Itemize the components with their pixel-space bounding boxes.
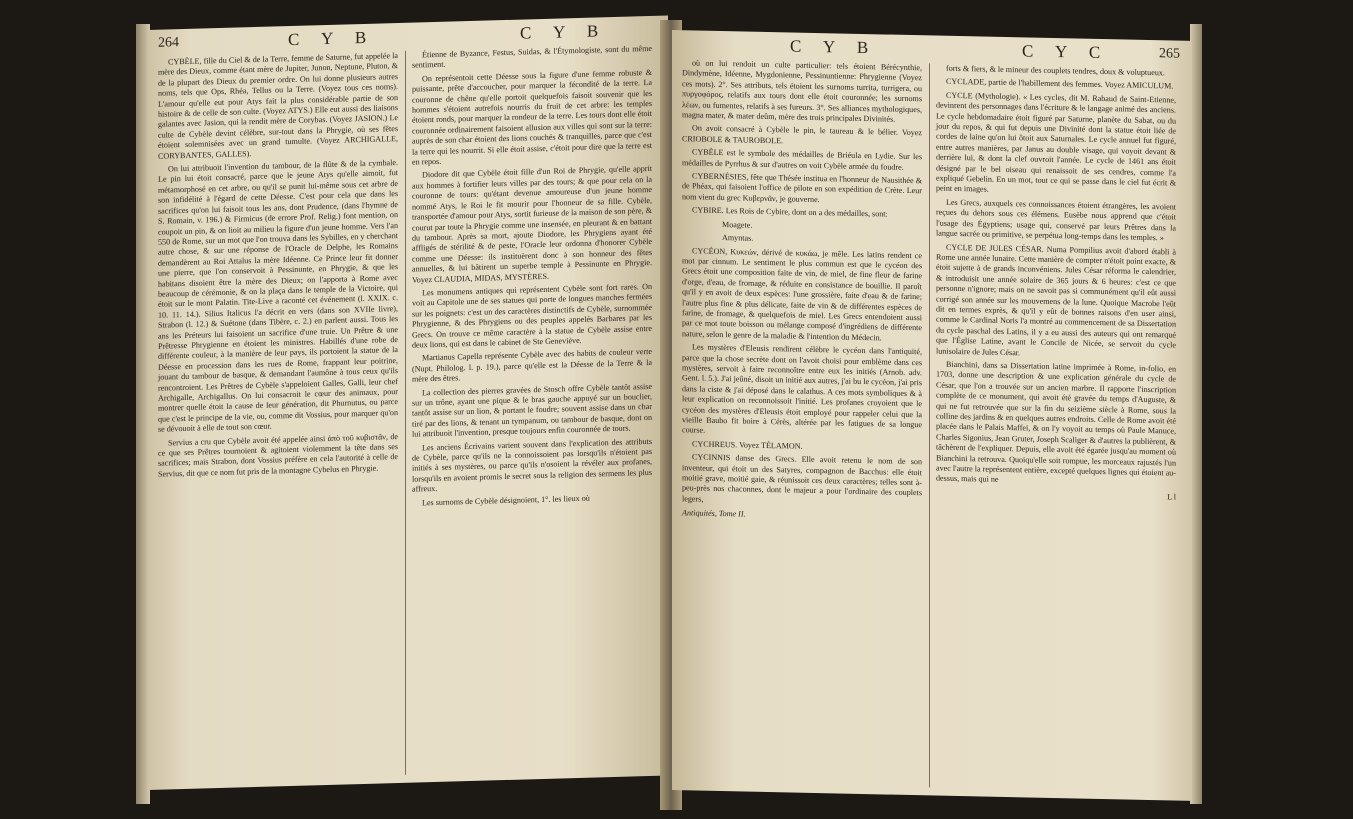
paragraph: CYCLE DE JULES CÉSAR. Numa Pompilius avoit d'abord établi à Rome une année lunaire. Cette manière de compter n'étoit point exacte, & étoit sujette à de grands inconvéniens. Jules César réforma le calendrier, & introduisit une année solaire de 365 jours & 6 heures: c'est ce que personne n'ignore; mais on ne savoit pas si communément qu'il eût aussi corrigé son année sur les mouvemens de la lune. Quoique Macrobe l'eût dit en termes exprès, & qu'il y eût de bonnes raisons d'en user ainsi, comme le Cardinal Noris l'a montré au commencement de sa Dissertation du cycle paschal des Latins, il y a eu aussi des auteurs qui ont remarqué que l'Église Latine, avant le Concile de Nicée, se servoit du cycle lunisolaire de Jules César. xyxy=(936,242,1176,357)
paragraph: CYCINNIS danse des Grecs. Elle avoit retenu le nom de son inventeur, qui étoit un des Satyres, compagnon de Bacchus: elle étoit moitié grave, moitié gaie, & réunissoit ces deux caractères; telles sont à-peu-près nos chaconnes, dont le majeur a pour l'ordinaire des couplets legers, xyxy=(682,452,922,504)
paragraph: Diodore dit que Cybèle étoit fille d'un Roi de Phrygie, qu'elle apprit aux hommes à fortifier leurs villes par des tours; & que pour cela on la couronne de tours: qu'étant devenue amoureuse d'un jeune homme nommé Atys, le Roi le fit mourir pour l'honneur de sa fille. Cybèle, transportée d'amour pour Atys, sortit furieuse de la maison de son père, & courut par toute la Phrygie comme une insensée, en pleurant & en battant du tambour. Après sa mort, ajoute Diodore, les Phrygiens ayant été affligés de stérilité & de peste, l'Oracle leur ordonna d'honorer Cybèle comme une Déesse: ils instituèrent donc à son honneur des fêtes annuelles, & lui bâtirent un superbe temple à Pessinunte en Phrygie. Voyez CLAUDIA, MIDAS, MYSTÈRES. xyxy=(412,164,652,285)
list-item: Moagete. xyxy=(722,219,753,230)
left-page-number: 264 xyxy=(158,35,179,51)
left-running-head: C Y B xyxy=(288,27,376,50)
paragraph: Les anciens Écrivains varient souvent dans l'explication des attributs de Cybèle, parce qu'ils ne la connoissoient pas lorsqu'ils n'étoient pas initiés à ses mystères, ou parce qu'ils n'osoient la révéler aux profanes, lorsqu'ils en avoient promis le secret sous la religion des sermens les plus affreux. xyxy=(412,436,652,494)
right-column-1 xyxy=(682,58,922,527)
paragraph: CYBERNÉSIES, fête que Thésée institua en l'honneur de Nausithée & de Phéax, qui faisoient l'office de pilote en son expédition de Crète. Leur nom vient du grec Κυβερνᾶν, je gouverne. xyxy=(682,171,922,204)
left-page-columns xyxy=(158,44,658,782)
left-column-1 xyxy=(158,51,398,483)
paragraph: On avoit consacré à Cybèle le pin, le taureau & le bélier. Voyez CRIOBOLE & TAUROBOLE. xyxy=(682,123,922,146)
paragraph: Les mystères d'Eleusis rendirent célèbre le cycéon dans l'antiquité, parce que la chose secrète dont on l'avoit choisi pour emblème dans ces mystères, servoit à faire reconnoître entre eux les initiés (Arnob. adv. Gent. l. 5.). J'ai jeûné, disoit un initié aux autres, j'ai bu le cycéon, j'ai pris dans la ciste & j'ai déposé dans le calathus. A ces mots symboliques & à leur explication on reconnoissoit l'initié. Les profanes croyoient que le cycéon des mystères d'Eleusis étoit employé pour rappeler celui que la vieille Baubo fit boire à Cérès, altérée par les fatigues de sa longue course. xyxy=(682,342,922,436)
right-running-head-col1: C Y B xyxy=(790,36,878,58)
column-rule xyxy=(405,51,406,775)
paragraph: Les Grecs, auxquels ces connoissances étoient étrangères, les avoient reçues du dehors sous ces élémens. Eusèbe nous apprend que c'étoit l'usage des Égyptiens; usage qui, conservé par leurs Prêtres dans la langue sacrée ou primitive, se perpétua long-temps dans les temples. » xyxy=(936,197,1176,243)
left-running-head-col2: C Y B xyxy=(520,21,608,43)
paragraph: Les monumens antiques qui représentent Cybèle sont fort rares. On voit au Capitole une de ses statues qui porte de longues manches fermées sur les poignets: c'est un des caractères distinctifs de Cybèle, surnommée Phrygienne, & des Phrygiens ou des peuples appelés Barbares par les Grecs. On trouve ce même caractère à la statue de Cybèle assise entre deux lions, qui est dans le cabinet de Ste Geneviève. xyxy=(412,281,652,350)
paragraph: CYBÈLE, fille du Ciel & de la Terre, femme de Saturne, fut appelée la mère des Dieux, comme étant mère de Jupiter, Junon, Neptune, Pluton, & de la plupart des Dieux du premier ordre. On lui donne plusieurs autres noms, tels que Ops, Rhéa, Tellus ou la Terre. (Voyez tous ces noms). L'amour qu'elle eut pour Atys fait la plus considérable partie de son histoire & de celle de son culte. (Voyez ATYS.) Elle eut aussi des liaisons galantes avec Jasion, qui la rendit mère de Corybas. (Voyez JASION.) Le culte de Cybèle devint célèbre, sur-tout dans la Phrygie, où ses fêtes étoient solemnisées avec un grand tumulte. (Voyez ARCHIGALLE, CORYBANTES, GALLES). xyxy=(158,51,398,161)
paragraph: Bianchini, dans sa Dissertation latine imprimée à Rome, in-folio, en 1703, donne une description & une explication générale du cycle de César, que l'on a trouvée sur un ancien marbre. Il rapporte l'inscription complète de ce monument, qui avoit été gravée du temps d'Auguste, & qui ne fut retrouvée que sur la fin du seizième siècle à Rome, sous la colline des jardins & en quelques autres endroits. Celle de Rome avoit été placée dans le Palais Maffei, & on l'y voyoit au temps où Paule Manuce, Charles Sigonius, Jean Gruter, Joseph Scaliger & d'autres la publièrent, & tâchèrent de l'expliquer. Depuis, elle avoit été égarée jusqu'au moment où Bianchini la retrouva. Quoiqu'elle soit rompue, les morceaux rajustés l'un avec l'autre la représentent entière, excepté quelques lignes qui étoient au-dessus, mais qui ne xyxy=(936,359,1176,485)
paragraph: CYCLE (Mythologie). « Les cycles, dit M. Rabaud de Saint-Etienne, devinrent des personnages dans l'écriture & le langage animé des anciens. Le cycle hebdomadaire étoit figuré par Saturne, planète du Sabat, ou du jour du repos, & qui fut depuis une Divinité dont la statue étoit liée de cordes de laine qu'on lui ôtoit aux Saturnales. Le cycle annuel fut figuré, entre autres manières, par Janus au double visage, qui voyoit devant & derrière lui, & dont la clef ouvroit l'année. Le cycle de 1461 ans étoit désigné par le bel oiseau qui renaissoit de ses cendres, comme l'a expliqué Gebelin. En un mot, tout ce qui se passe dans le ciel fut écrit & peint en images. xyxy=(936,90,1176,195)
paragraph: CYBIRE. Les Rois de Cybire, dont on a des médailles, sont: xyxy=(692,205,888,219)
volume-footer: Antiquités, Tome II. xyxy=(682,508,746,519)
right-page-number: 265 xyxy=(1159,46,1180,62)
paragraph: La collection des pierres gravées de Stosch offre Cybèle tantôt assise sur un trône, ayant une pique & le bras gauche appuyé sur un bouclier, tantôt assise sur un lion, & portant le foudre; souvent assise dans un char tiré par des lions, & tenant un tympanum, ou tambour de basque, dont on lui attribuoit l'invention, presque toujours enfin couronnée de tours. xyxy=(412,381,652,439)
paragraph: Les surnoms de Cybèle désignoient, 1°. les lieux où xyxy=(422,493,590,508)
paragraph: CYCHREUS. Voyez TÉLAMON. xyxy=(692,439,803,451)
right-page xyxy=(672,30,1192,801)
right-column-2 xyxy=(936,64,1176,506)
paragraph: On lui attribuoit l'invention du tambour, de la flûte & de la cymbale. Le pin lui étoit consacré, parce que le jeune Atys qu'elle aimoit, fut métamorphosé en cet arbre, ou qu'il se punit lui-même sous cet arbre de son infidélité à l'égard de cette Déesse. C'est pour cela que dans les sacrifices qu'on lui faisoit tous les ans, dont Prudence, (dans l'hymne de S. Romain, v. 196.) & Firmicus (de errore Prof. Relig.) font mention, on coupoit un pin, & on lioit au milieu la figure d'un jeune homme. Vers l'an 550 de Rome, sur un mot que l'on trouva dans les Sybilles, en y cherchant autre chose, & sur une réponse de l'Oracle de Delphe, les Romains demandèrent au Roi Attalus la mère Idéenne. Ce Prince leur fit donner une pierre, que l'on conservoit à Pessinunte, en Phrygie, & que les habitans disoient être la mère des Dieux; on l'apporta à Rome avec beaucoup de cérémonie, & on la plaça dans le temple de la Victoire, qui étoit sur le mont Palatin. Tite-Live a raconté cet événement (l. XXIX. c. 10. 11. 14.). Silius Italicus l'a décrit en vers (dans son XVIIe livre), Strabon (l. 12.) & Suétone (dans Tibère, c. 2.) en parlent aussi. Tous les ans les Préteurs lui faisoient un sacrifice d'une truie. Un Prêtre & une Prêtresse Phrygienne en étoient les ministres. Habillés d'une robe de différente couleur, à la manière de leur pays, ils portoient la statue de la Déesse en procession dans les rues de Rome, frappant leur poitrine, jouant du tambour de basque, & demandant l'aumône à tous ceux qu'ils rencontroient. Les Prêtres de Cybèle s'appeloient Galles, Galli, leur chef Archigalle, Archigallus. On lui consacroit le cœur des animaux, pour montrer quelle étoit la cause de leur génération, dit Phurnutus, ou parce que c'est le principe de la vie, ou, comme dit Vossius, pour marquer qu'on se dévouoit à elle de tout son cœur. xyxy=(158,158,398,434)
paragraph: CYBÈLE est le symbole des médailles de Briéula en Lydie. Sur les médailles de Pyrrhus & sur d'autres on voit Cybèle armée du foudre. xyxy=(682,147,922,172)
paragraph: CYCLADE, partie de l'habillement des femmes. Voyez AMICULUM. xyxy=(946,77,1174,91)
paragraph: forts & fiers, & le mineur des couplets tendres, doux & voluptueux. xyxy=(946,63,1165,78)
right-running-head: C Y C xyxy=(1022,41,1110,63)
paragraph: CYCÉON, Κυκεών, dérivé de κυκάω, je mêle. Les latins rendent ce mot par cinnum. Le sentiment le plus commun est que le cycéon des Grecs étoit une composition faite de vin, de miel, de fine fleur de farine d'orge, d'eau, de fromage, & réduite en consistance de bouillie. Il paroît qu'il y en avoit de deux espèces: l'une grossière, faite d'eau & de farine; l'autre plus fine & plus délicate, faite de vin & de différentes espèces de farine, de fromage, & quelquefois de miel. Les Grecs entendoient aussi par ce mot toute boisson ou mélange composé d'ingrédiens de différente nature, selon le genre de la maladie & l'intention du Médecin. xyxy=(682,245,922,343)
paragraph: où on lui rendoit un culte particulier: tels étoient Bérécynthie, Dindymène, Idéenne, Mygdonienne, Pessinuntienne: Phrygienne (Voyez ces mots). 2°. Ses attributs, tels étoient les surnoms turrita, turrigera, ou πυργοφόρος, relatifs aux tours dont elle étoit couronnée; les surnoms λέων, ou fumentes, relatifs à ses fureurs. 3°. Ses alliances mythologiques, magna mater, & mater deûm, mère des trois principales Divinités. xyxy=(682,58,922,124)
signature-mark: L l xyxy=(1167,492,1176,502)
column-rule xyxy=(929,63,930,787)
left-page xyxy=(148,15,668,790)
right-page-columns xyxy=(682,58,1182,792)
paragraph: On représentoit cette Déesse sous la figure d'une femme robuste & puissante, prête d'accoucher, pour marquer la fécondité de la terre. La couronne de chêne qu'elle portoit quelquefois faisoit souvenir que les hommes s'étoient autrefois nourris du fruit de cet arbre: les temples étoient ronds, pour marquer la rondeur de la terre. Les tours dont elle étoit couronnée ordinairement faisoient allusion aux villes qui sont sur la terre: auprès de son char étoient des lions couchés & tranquilles, parce que c'est la terre qui les nourrit. Si elle étoit assise, c'étoit pour dire que la terre est en repos. xyxy=(412,67,652,167)
paragraph: Étienne de Byzance, Festus, Suidas, & l'Étymologiste, sont du même sentiment. xyxy=(412,43,652,71)
left-column-2 xyxy=(412,44,652,512)
list-item: Amyntas. xyxy=(722,233,754,243)
paragraph: Servius a cru que Cybèle avoit été appelée ainsi ἀπὸ τοῦ κυβιστᾶν, de ce que ses Prêtres tournoient & agitoient violemment la tête dans ses sacrifices; mais Strabon, dont Vossius préfère en cela l'autorité à celle de Servius, dit que ce nom fut pris de la montagne Cybelus en Phrygie. xyxy=(158,431,398,479)
paragraph: Martianus Capella représente Cybèle avec des habits de couleur verte (Nupt. Philolog. l. p. 19.), parce qu'elle est la Déesse de la Terre & la mère des êtres. xyxy=(412,347,652,384)
